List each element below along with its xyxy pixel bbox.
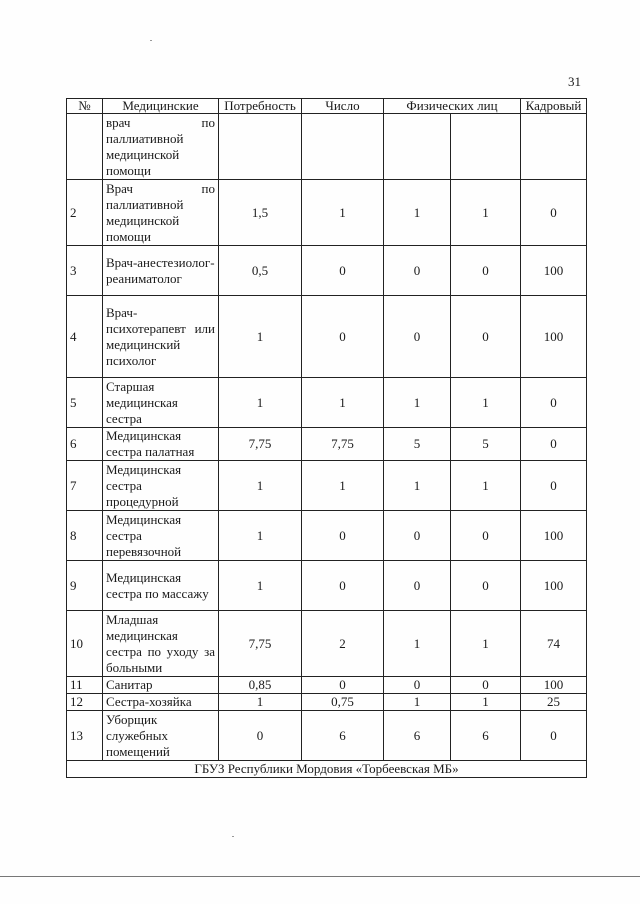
cell-num: 8 [67,511,103,561]
cell-count: 1 [302,378,384,428]
cell-name: врач по паллиативной медицинской помощи [103,114,219,180]
cell-num: 6 [67,428,103,461]
cell-num: 13 [67,711,103,761]
cell-need: 1 [219,378,302,428]
cell-staffing: 100 [521,246,587,296]
cell-empty [451,114,521,180]
cell-empty [219,114,302,180]
continuation-row [67,114,587,180]
cell-physical-1: 1 [384,461,451,511]
cell-staffing: 0 [521,428,587,461]
cell-num: 2 [67,180,103,246]
cell-physical-1: 1 [384,694,451,711]
cell-staffing: 0 [521,378,587,428]
table-row [67,180,587,246]
cell-physical-2: 5 [451,428,521,461]
table-row [67,611,587,677]
table-row [67,428,587,461]
cell-staffing: 0 [521,180,587,246]
header-physical-persons: Физических лиц [384,99,521,114]
cell-physical-1: 1 [384,611,451,677]
cell-count: 0 [302,246,384,296]
table-header-row [67,99,587,114]
cell-name: Санитар [103,677,219,694]
cell-empty [384,114,451,180]
table-row [67,677,587,694]
cell-staffing: 74 [521,611,587,677]
scan-speck [150,40,152,41]
cell-num: 3 [67,246,103,296]
cell-physical-1: 1 [384,378,451,428]
cell-name: Врач-психотерапевт или медицинский психолог [103,296,219,378]
cell-physical-2: 1 [451,180,521,246]
cell-physical-2: 1 [451,461,521,511]
cell-num: 7 [67,461,103,511]
cell-physical-1: 0 [384,246,451,296]
cell-count: 7,75 [302,428,384,461]
cell-empty [302,114,384,180]
cell-empty [521,114,587,180]
cell-physical-1: 5 [384,428,451,461]
cell-physical-2: 0 [451,511,521,561]
cell-count: 1 [302,461,384,511]
cell-physical-2: 0 [451,677,521,694]
table-row [67,711,587,761]
cell-num: 4 [67,296,103,378]
cell-count: 0,75 [302,694,384,711]
cell-count: 2 [302,611,384,677]
cell-need: 1,5 [219,180,302,246]
cell-staffing: 25 [521,694,587,711]
table-row [67,694,587,711]
cell-count: 6 [302,711,384,761]
cell-num: 9 [67,561,103,611]
header-number: № [67,99,103,114]
cell-physical-2: 6 [451,711,521,761]
cell-name: Уборщик служебных помещений [103,711,219,761]
cell-name: Старшая медицинская сестра [103,378,219,428]
cell-name: Врач по паллиативной медицинской помощи [103,180,219,246]
cell-physical-2: 1 [451,378,521,428]
cell-count: 0 [302,677,384,694]
cell-physical-1: 0 [384,561,451,611]
cell-physical-1: 1 [384,180,451,246]
cell-need: 0,85 [219,677,302,694]
cell-name: Медицинская сестра по массажу [103,561,219,611]
cell-need: 7,75 [219,428,302,461]
cell-physical-2: 0 [451,296,521,378]
cell-physical-1: 0 [384,677,451,694]
cell-count: 1 [302,180,384,246]
cell-name: Медицинская сестра процедурной [103,461,219,511]
cell-need: 0,5 [219,246,302,296]
cell-staffing: 100 [521,511,587,561]
cell-need: 1 [219,561,302,611]
cell-need: 7,75 [219,611,302,677]
cell-num: 12 [67,694,103,711]
table-row [67,511,587,561]
table-row [67,561,587,611]
cell-name: Медицинская сестра палатная [103,428,219,461]
institution-footer: ГБУЗ Республики Мордовия «Торбеевская МБ» [67,761,587,778]
header-specialty: Медицинские [103,99,219,114]
cell-need: 1 [219,511,302,561]
cell-name: Медицинская сестра перевязочной [103,511,219,561]
cell-name: Младшая медицинская сестра по уходу за больными [103,611,219,677]
cell-staffing: 0 [521,461,587,511]
cell-staffing: 100 [521,677,587,694]
cell-need: 1 [219,461,302,511]
header-staffing: Кадровый [521,99,587,114]
cell-physical-1: 6 [384,711,451,761]
cell-physical-2: 1 [451,694,521,711]
table-row [67,378,587,428]
cell-name: Врач-анестезиолог-реаниматолог [103,246,219,296]
cell-name: Сестра-хозяйка [103,694,219,711]
cell-need: 1 [219,694,302,711]
cell-physical-2: 0 [451,246,521,296]
table-row [67,461,587,511]
header-count: Число [302,99,384,114]
cell-physical-2: 0 [451,561,521,611]
cell-count: 0 [302,561,384,611]
cell-staffing: 100 [521,561,587,611]
cell-count: 0 [302,296,384,378]
page-number: 31 [568,74,581,89]
table-row [67,246,587,296]
cell-physical-1: 0 [384,511,451,561]
cell-num: 5 [67,378,103,428]
cell-num: 11 [67,677,103,694]
cell-num [67,114,103,180]
staffing-table [66,98,587,778]
cell-staffing: 0 [521,711,587,761]
table-footer-row [67,761,587,778]
scan-edge-line [0,876,640,877]
scan-speck [232,836,234,837]
table-row [67,296,587,378]
header-need: Потребность [219,99,302,114]
cell-num: 10 [67,611,103,677]
cell-count: 0 [302,511,384,561]
cell-need: 0 [219,711,302,761]
cell-staffing: 100 [521,296,587,378]
cell-physical-1: 0 [384,296,451,378]
cell-physical-2: 1 [451,611,521,677]
cell-need: 1 [219,296,302,378]
